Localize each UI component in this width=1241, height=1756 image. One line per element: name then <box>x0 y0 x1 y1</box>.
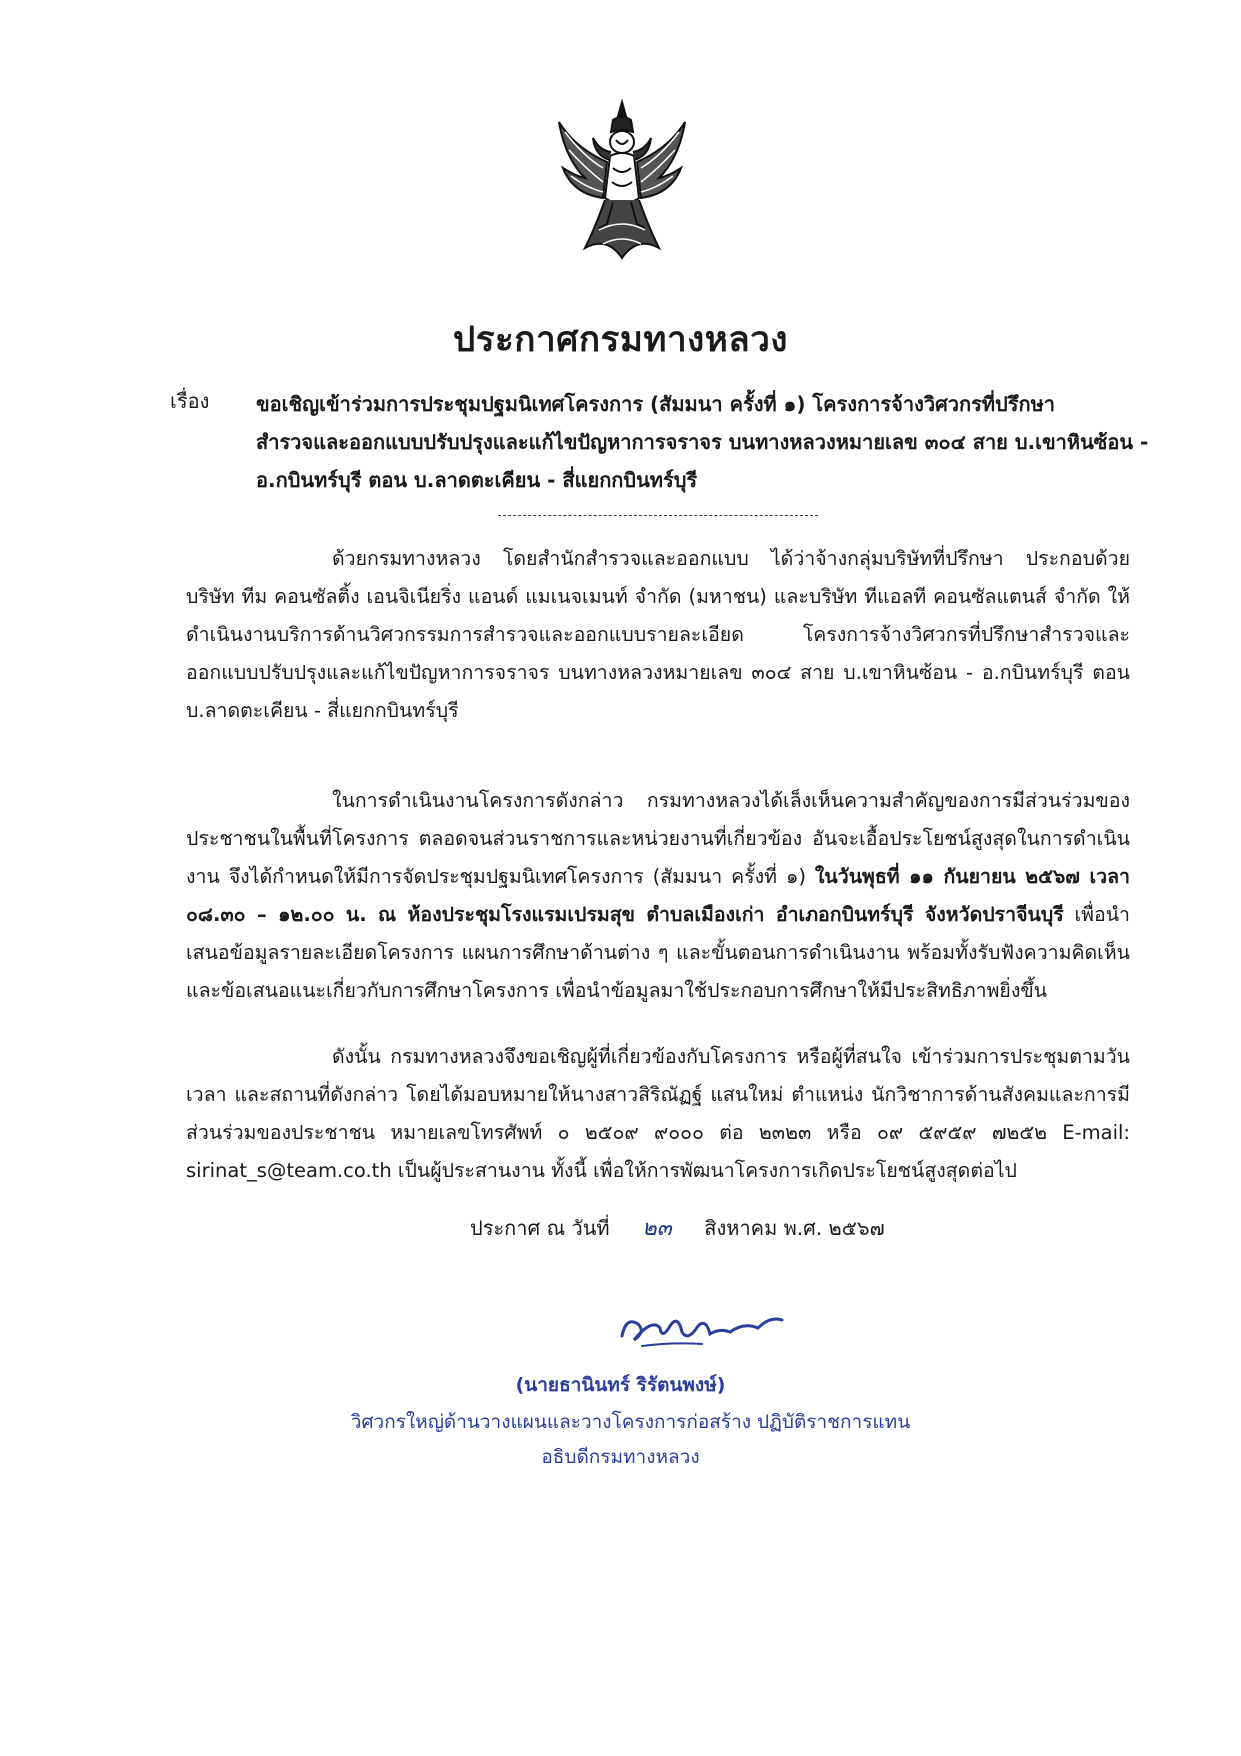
signer-position: วิศวกรใหญ่ด้านวางแผนและวางโครงการก่อสร้าง ปฏิบัติราชการแทน <box>350 1411 911 1433</box>
paragraph-invitation <box>186 1038 1130 1190</box>
subject-line: อ.กบินทร์บุรี ตอน บ.ลาดตะเคียน - สี่แยกกบินทร์บุรี <box>256 468 698 492</box>
divider <box>498 515 818 516</box>
announce-day: ๒๓ <box>642 1216 672 1241</box>
paragraph-intro <box>186 540 1130 730</box>
announce-prefix: ประกาศ ณ วันที่ <box>470 1216 610 1240</box>
announcement-date <box>470 1210 885 1245</box>
subject-line: สำรวจและออกแบบปรับปรุงและแก้ไขปัญหาการจราจร บนทางหลวงหมายเลข ๓๐๔ สาย บ.เขาหินซ้อน - <box>256 430 1149 454</box>
subject-line: ขอเชิญเข้าร่วมการประชุมปฐมนิเทศโครงการ (สัมมนา ครั้งที่ ๑) โครงการจ้างวิศวกรที่ปรึกษา <box>256 392 1056 416</box>
page-title: ประกาศกรมทางหลวง <box>452 320 788 360</box>
garuda-emblem-icon <box>555 98 690 268</box>
signer-name: (นายธานินทร์ ริรัตนพงษ์) <box>515 1374 726 1396</box>
signer-organization: อธิบดีกรมทางหลวง <box>541 1446 700 1468</box>
paragraph-meeting-details <box>186 782 1130 1010</box>
subject-label: เรื่อง <box>170 389 210 413</box>
paragraph-text: ในการดำเนินงานโครงการดังกล่าว กรมทางหลวงได้เล็งเห็นความสำคัญของการมีส่วนร่วมของประชาชนในพื้นที่โครงการ ตลอดจนส่วนราชการและหน่วยงานที่เกี่ยวข้อง อันจะเอื้อประโยชน์สูงสุดในการดำเนินงาน จึงได้กำหนดให้มีการจัดประชุมปฐมนิเทศโครงการ (สัมมนา ครั้งที่ ๑) <box>186 789 1130 888</box>
announce-suffix: สิงหาคม พ.ศ. ๒๕๖๗ <box>704 1216 885 1240</box>
paragraph-text: เพื่อนำเสนอข้อมูลรายละเอียดโครงการ แผนการศึกษาด้านต่าง ๆ และขั้นตอนการดำเนินงาน พร้อมทั้งรับฟังความคิดเห็น และข้อเสนอแนะเกี่ยวกับการศึกษาโครงการ เพื่อนำข้อมูลมาใช้ประกอบการศึกษาให้มีประสิทธิภาพยิ่งขึ้น <box>186 903 1130 1002</box>
meeting-date-location: ในวันพุธที่ ๑๑ กันยายน ๒๕๖๗ เวลา ๐๘.๓๐ – ๑๒.๐๐ น. ณ ห้องประชุมโรงแรมเปรมสุข ตำบลเมืองเก่า อำเภอกบินทร์บุรี จังหวัดปราจีนบุรี <box>186 865 1130 926</box>
paragraph-text: ด้วยกรมทางหลวง โดยสำนักสำรวจและออกแบบ ได้ว่าจ้างกลุ่มบริษัทที่ปรึกษา ประกอบด้วย บริษัท ทีม คอนซัลติ้ง เอนจิเนียริ่ง แอนด์ แมเนจเมนท์ จำกัด (มหาชน) และบริษัท ทีแอลที คอนซัลแตนส์ จำกัด ให้ดำเนินงานบริการด้านวิศวกรรมการสำรวจและออกแบบรายละเอียด โครงการจ้างวิศวกรที่ปรึกษาสำรวจและออกแบบปรับปรุงและแก้ไขปัญหาการจราจร บนทางหลวงหมายเลข ๓๐๔ สาย บ.เขาหินซ้อน - อ.กบินทร์บุรี ตอน บ.ลาดตะเคียน - สี่แยกกบินทร์บุรี <box>186 547 1130 722</box>
handwritten-signature <box>612 1298 792 1358</box>
subject-text <box>256 385 1149 499</box>
paragraph-text: ดังนั้น กรมทางหลวงจึงขอเชิญผู้ที่เกี่ยวข้องกับโครงการ หรือผู้ที่สนใจ เข้าร่วมการประชุมตามวัน เวลา และสถานที่ดังกล่าว โดยได้มอบหมายให้นางสาวสิริณัฏฐ์ แสนใหม่ ตำแหน่ง นักวิชาการด้านสังคมและการมีส่วนร่วมของประชาชน หมายเลขโทรศัพท์ ๐ ๒๕๐๙ ๙๐๐๐ ต่อ ๒๓๒๓ หรือ ๐๙ ๕๙๕๙ ๗๒๕๒ E-mail: sirinat_s@team.co.th เป็นผู้ประสานงาน ทั้งนี้ เพื่อให้การพัฒนาโครงการเกิดประโยชน์สูงสุดต่อไป <box>186 1045 1130 1182</box>
